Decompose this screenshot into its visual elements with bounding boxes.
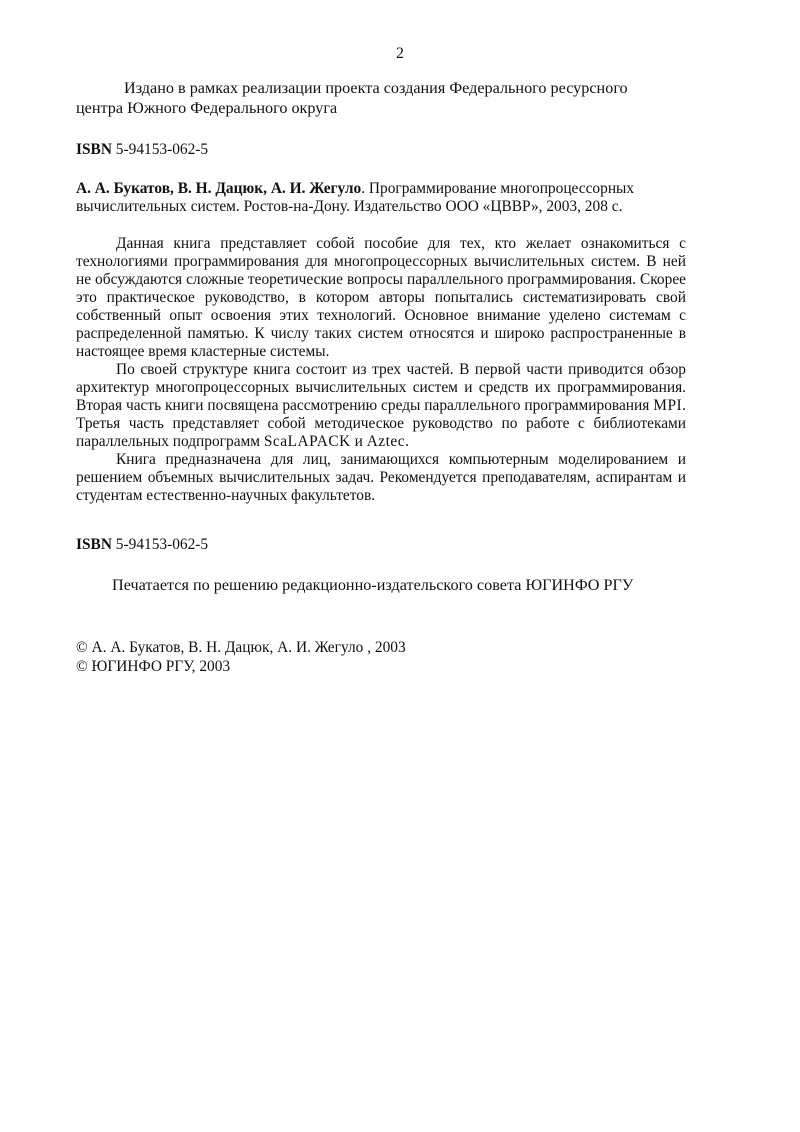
scalapack-term: ScaLAPACK	[263, 433, 351, 450]
page-number: 2	[396, 45, 404, 62]
isbn-bottom	[76, 536, 686, 554]
copyright-authors: © А. А. Букатов, В. Н. Дацюк, А. И. Жегуло , 2003	[76, 639, 406, 656]
copyright-publisher: © ЮГИНФО РГУ, 2003	[76, 658, 231, 675]
abstract-p2-text-2: . Третья часть представляет собой методическое руководство по работе с библиотеками параллельных подпрограмм	[76, 397, 686, 450]
isbn-number: 5-94153-062-5	[115, 536, 209, 553]
citation-publisher: вычислительных систем. Ростов-на-Дону. Издательство ООО «ЦВВР», 2003, 208 с.	[76, 198, 623, 215]
aztec-term: Aztec	[366, 433, 406, 450]
isbn-label: ISBN	[76, 141, 112, 158]
funding-line-1: Издано в рамках реализации проекта создания Федерального ресурсного	[124, 79, 628, 97]
abstract-paragraph-3: Книга предназначена для лиц, занимающихся компьютерным моделированием и решением объемных вычислительных задач. Рекомендуется преподавателям, аспирантам и студентам естественно-научных факультетов.	[76, 451, 686, 504]
mpi-term: MPI	[653, 397, 683, 414]
abstract-p2-text-3: и	[350, 433, 367, 450]
funding-note	[76, 78, 686, 118]
citation	[76, 180, 696, 216]
citation-title: . Программирование многопроцессорных	[361, 180, 635, 197]
copyright	[76, 638, 686, 676]
publishing-decision: Печатается по решению редакционно-издательского совета ЮГИНФО РГУ	[112, 576, 634, 594]
abstract-paragraph-1: Данная книга представляет собой пособие для тех, кто желает ознакомиться с технологиями программирования для многопроцессорных вычислительных систем. В ней не обсуждаются сложные теоретические вопросы параллельного программирования. Скорее это практическое руководство, в котором авторы попытались систематизировать свой собственный опыт освоения этих технологий. Основное внимание уделено системам с распределенной памятью. К числу таких систем относятся и широко распространенные в настоящее время кластерные системы.	[76, 235, 686, 360]
abstract	[76, 235, 686, 505]
abstract-p2-text-1: По своей структуре книга состоит из трех частей. В первой части приводится обзор архитектур многопроцессорных вычислительных систем и средств их программирования. Вторая часть книги посвящена рассмотрению среды параллельного программирования	[76, 361, 686, 414]
abstract-paragraph-2	[76, 361, 686, 451]
citation-authors: А. А. Букатов, В. Н. Дацюк, А. И. Жегуло	[76, 180, 362, 197]
isbn-number: 5-94153-062-5	[115, 141, 209, 158]
isbn-label: ISBN	[76, 536, 112, 553]
abstract-p2-text-4: .	[405, 433, 409, 450]
isbn-top	[76, 141, 686, 159]
funding-line-2: центра Южного Федерального округа	[76, 99, 338, 117]
